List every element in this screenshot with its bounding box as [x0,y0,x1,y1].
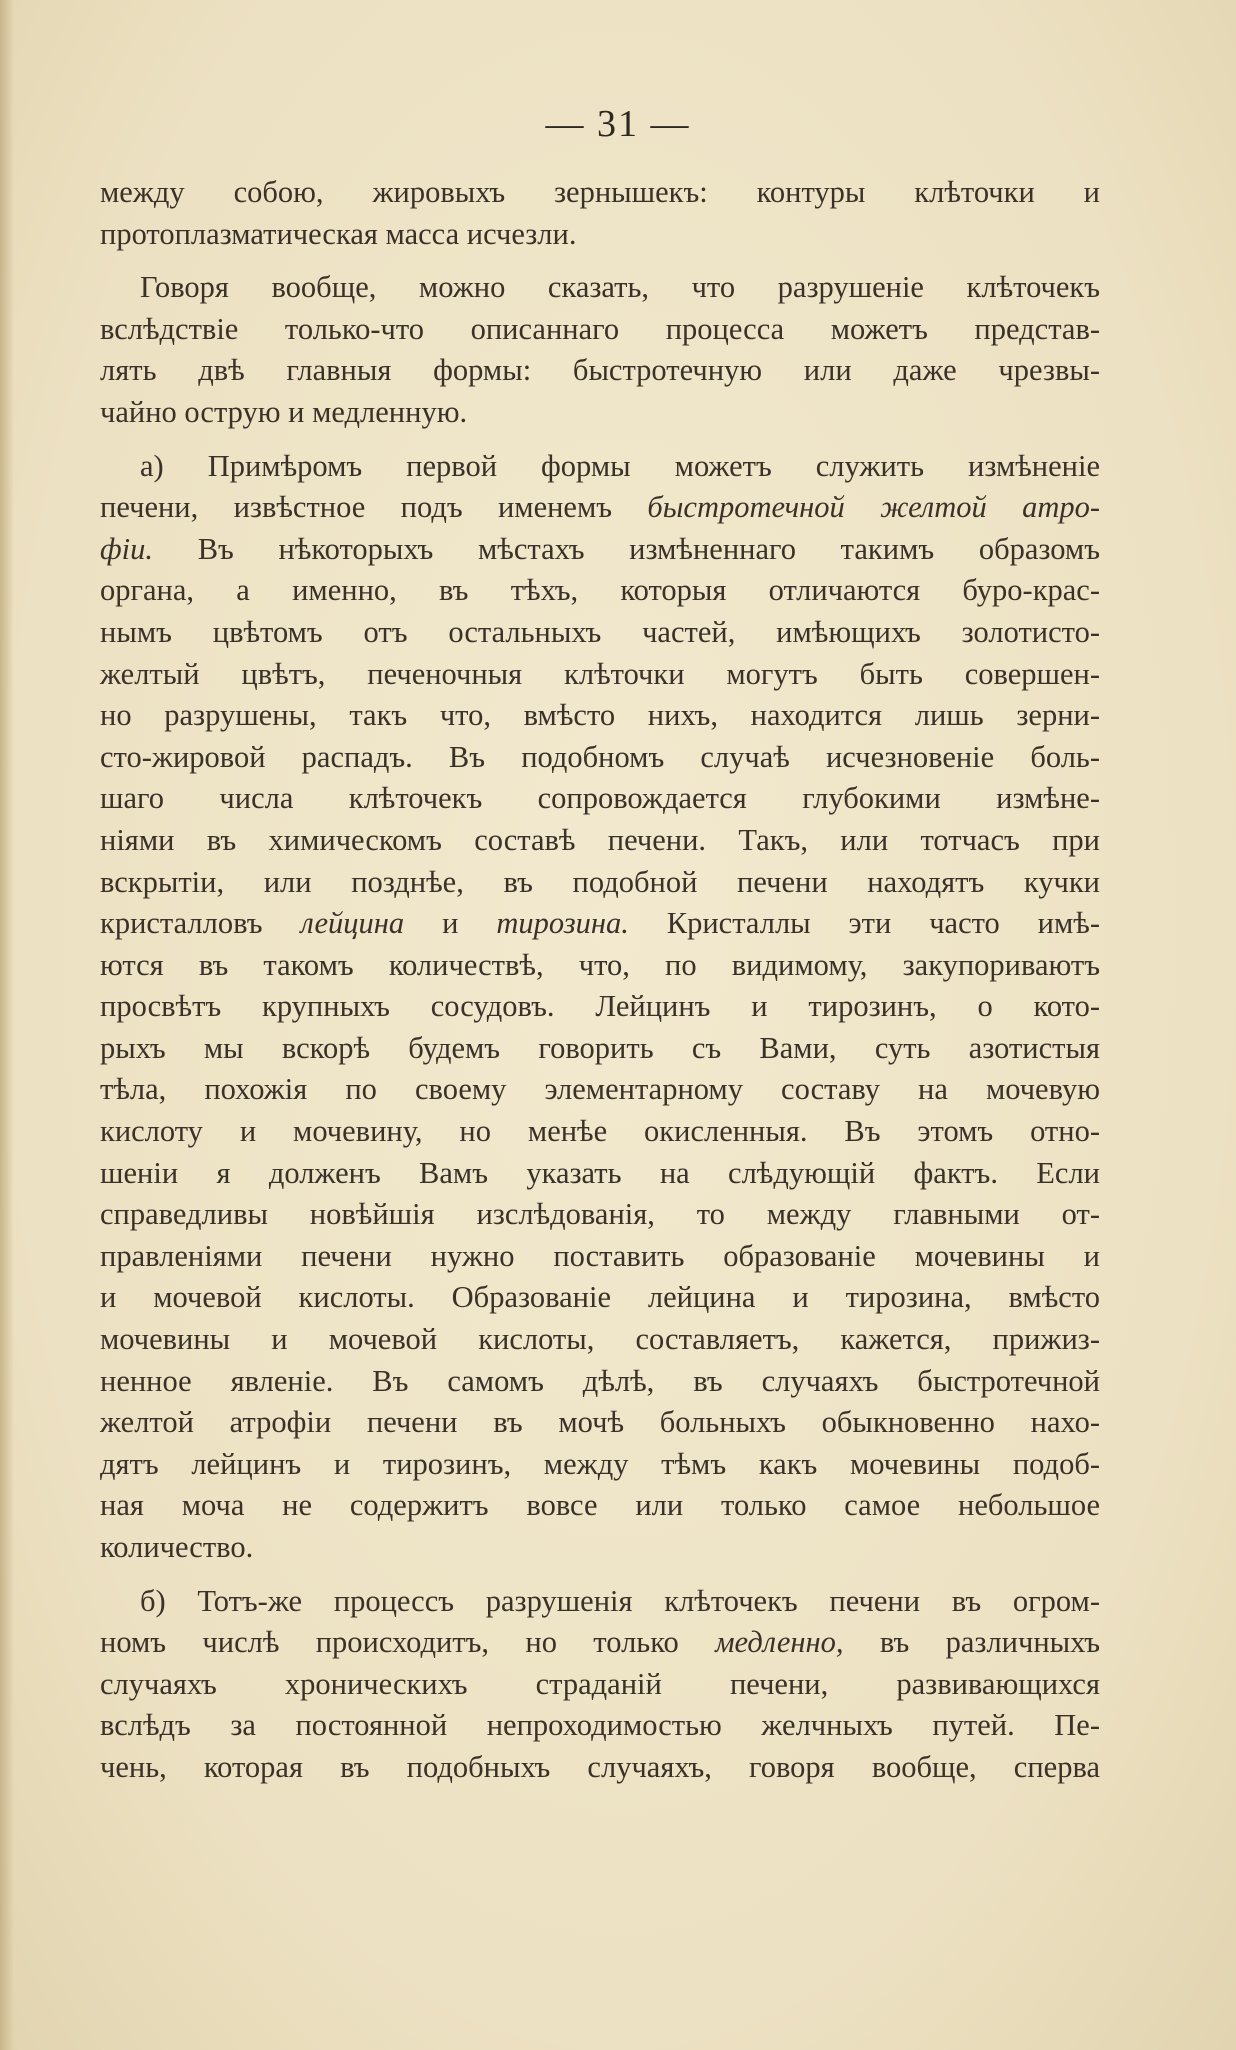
text-line [100,529,1100,571]
text-line: желтый цвѣтъ, печеночныя клѣточки могутъ быть совершен- [100,656,1100,691]
text-line: случаяхъ хроническихъ страданiй печени, развивающихся [100,1666,1100,1701]
paragraph [100,446,1100,1569]
text-line [100,487,1100,529]
text-line: шаго числа клѣточекъ сопровождается глубокими измѣне- [100,781,1100,816]
text-line: Говоря вообще, можно сказать, что разрушенiе клѣточекъ [140,270,1100,305]
italic-term: фiи. [100,531,154,566]
text-line: ются въ такомъ количествѣ, что, по видимому, закупориваютъ [100,947,1100,982]
text-line: а) Примѣромъ первой формы можетъ служить измѣненiе [140,448,1100,483]
text-run: печени, извѣстное подъ именемъ [100,490,613,525]
text-line: ная моча не содержитъ вовсе или только самое небольшое [100,1488,1100,1523]
paragraph [100,267,1100,433]
text-line: шенiи я долженъ Вамъ указать на слѣдующiй фактъ. Если [100,1155,1100,1190]
text-run: въ различныхъ [879,1625,1101,1660]
text-line: вскрытiи, или позднѣе, въ подобной печени находятъ кучки [100,864,1100,899]
text-line: кислоту и мочевину, но менѣе окисленныя. Въ этомъ отно- [100,1114,1100,1149]
text-line: мочевины и мочевой кислоты, составляетъ, кажется, прижиз- [100,1322,1100,1357]
text-line: но разрушены, такъ что, вмѣсто нихъ, находится лишь зерни- [100,698,1100,733]
text-line: рыхъ мы вскорѣ будемъ говорить съ Вами, суть азотистыя [100,1030,1100,1065]
text-line: дятъ лейцинъ и тирозинъ, между тѣмъ какъ мочевины подоб- [100,1446,1100,1481]
text-line: нымъ цвѣтомъ отъ остальныхъ частей, имѣющихъ золотисто- [100,614,1100,649]
text-line: лять двѣ главныя формы: быстротечную или даже чрезвы- [100,353,1100,388]
italic-term: лейцина [300,906,405,941]
italic-term: тирозина. [496,906,629,941]
text-line [100,903,1100,945]
page-edge-shadow [0,0,14,2050]
text-line: количество. [100,1530,254,1564]
text-line [100,1622,1100,1664]
text-line: справедливы новѣйшiя изслѣдованiя, то между главными от- [100,1197,1100,1232]
text-line: ненное явленiе. Въ самомъ дѣлѣ, въ случаяхъ быстротечной [100,1363,1100,1398]
paragraph [100,172,1100,255]
text-line: чайно острую и медленную. [100,394,468,429]
page-number: — 31 — [545,103,691,145]
text-run: и [442,906,459,941]
text-run: Кристаллы эти часто имѣ- [666,906,1101,941]
text-line: просвѣтъ крупныхъ сосудовъ. Лейцинъ и тирозинъ, о кото- [100,989,1100,1024]
italic-term: быстротечной желтой атро- [647,490,1101,525]
paragraph [100,1581,1100,1789]
text-run: номъ числѣ происходитъ, но только [100,1625,679,1660]
text-line: органа, а именно, въ тѣхъ, которыя отличаются буро-крас- [100,573,1100,608]
text-run: Въ нѣкоторыхъ мѣстахъ измѣненнаго такимъ образомъ [197,531,1100,566]
text-line: б) Тотъ-же процессъ разрушенiя клѣточекъ печени въ огром- [140,1583,1100,1618]
italic-term: медленно, [715,1625,844,1660]
text-line: тѣла, похожiя по своему элементарному составу на мочевую [100,1072,1100,1107]
text-line: протоплазматическая масса исчезли. [100,216,577,251]
text-line: чень, которая въ подобныхъ случаяхъ, говоря вообще, сперва [100,1749,1100,1784]
text-line: правленiями печени нужно поставить образованiе мочевины и [100,1238,1100,1273]
text-line: вслѣдъ за постоянной непроходимостью желчныхъ путей. Пе- [100,1708,1100,1743]
text-line: и мочевой кислоты. Образованiе лейцина и тирозина, вмѣсто [100,1280,1100,1315]
text-line: желтой атрофiи печени въ мочѣ больныхъ обыкновенно нахо- [100,1405,1100,1440]
text-line: сто-жировой распадъ. Въ подобномъ случаѣ исчезновенiе боль- [100,739,1100,774]
text-line: вслѣдствiе только-что описаннаго процесса можетъ представ- [100,311,1100,346]
text-run: кристалловъ [100,906,263,941]
body-text [100,172,1100,1789]
text-line: нiями въ химическомъ составѣ печени. Такъ, или тотчасъ при [100,822,1100,857]
text-line: между собою, жировыхъ зернышекъ: контуры клѣточки и [100,175,1100,209]
